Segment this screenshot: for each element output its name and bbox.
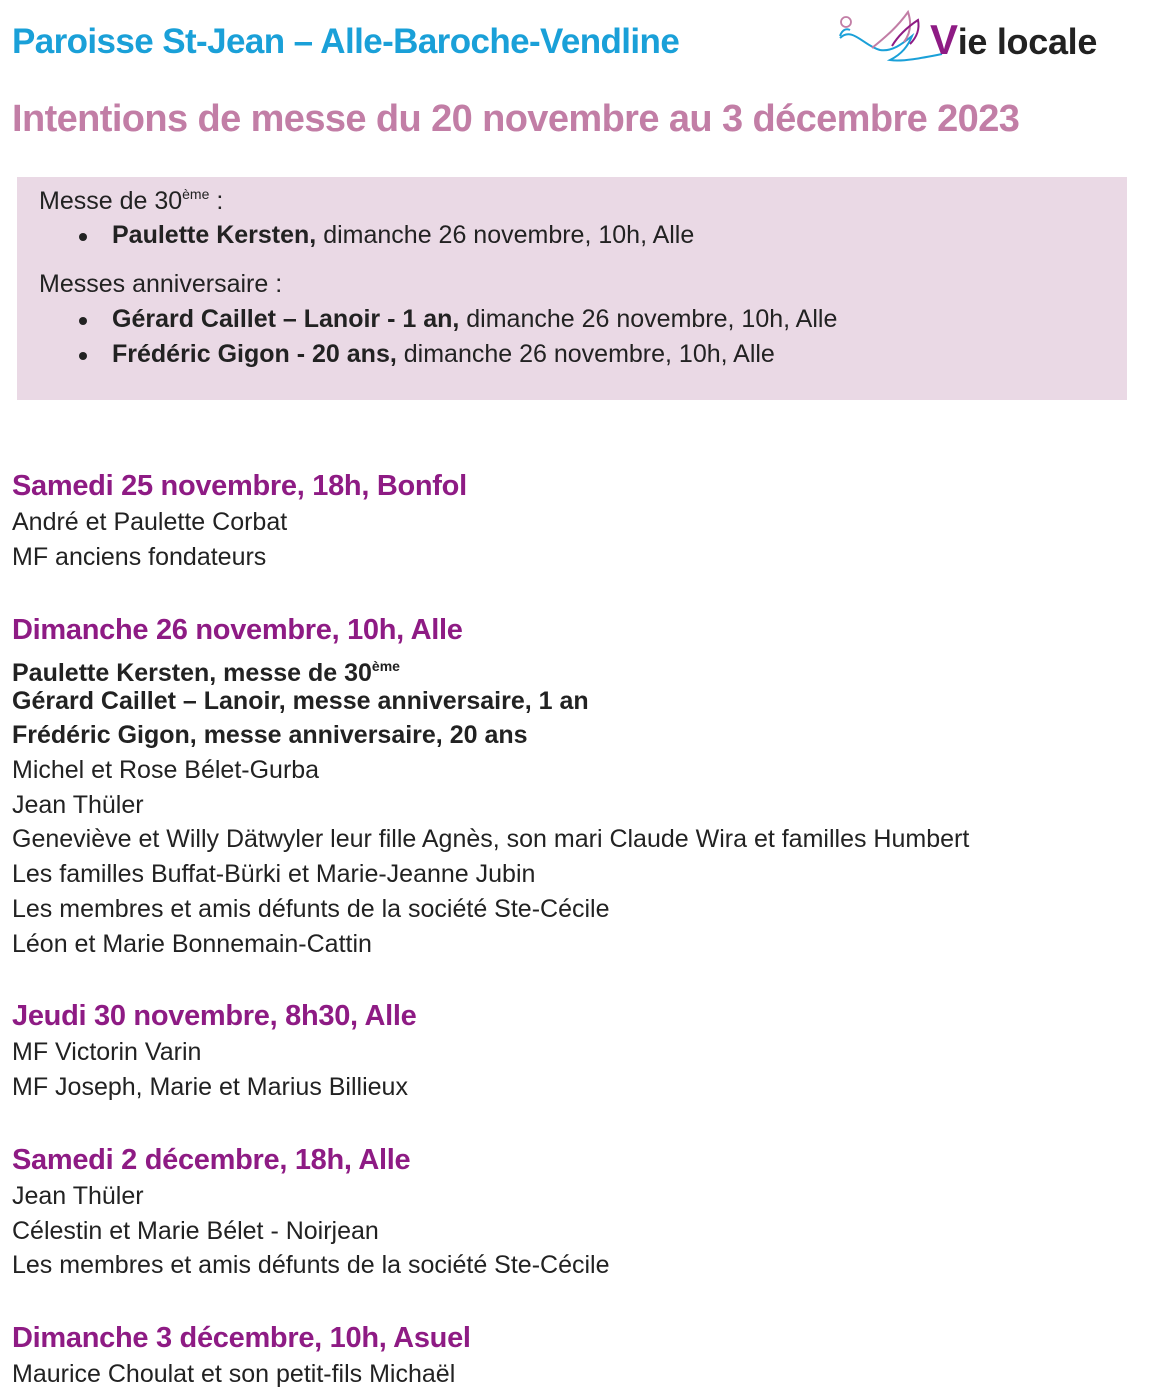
intention-line: Michel et Rose Bélet-Gurba bbox=[12, 756, 320, 785]
anniversary-item-name: Gérard Caillet – Lanoir - 1 an, bbox=[112, 305, 460, 333]
mass-heading: Samedi 2 décembre, 18h, Alle bbox=[12, 1144, 411, 1176]
mass-block bbox=[12, 611, 1142, 961]
intention-line: Geneviève et Willy Dätwyler leur fille Agnès, son mari Claude Wira et familles Humbert bbox=[12, 825, 970, 854]
mass-block bbox=[12, 1319, 1142, 1392]
anniversary-item-detail: dimanche 26 novembre, 10h, Alle bbox=[459, 305, 838, 333]
intention-line: Léon et Marie Bonnemain-Cattin bbox=[12, 929, 372, 958]
intention-line: Les familles Buffat-Bürki et Marie-Jeanne Jubin bbox=[12, 860, 536, 889]
anniversary-item bbox=[112, 305, 837, 334]
anniversary-item-name: Frédéric Gigon - 20 ans, bbox=[112, 340, 397, 368]
thirtieth-label-text: Messe de 30 bbox=[39, 187, 183, 215]
section-initial: V bbox=[930, 16, 958, 63]
intention-line: MF anciens fondateurs bbox=[12, 542, 267, 571]
intention-line: Jean Thüler bbox=[12, 790, 144, 819]
mass-block bbox=[12, 997, 1142, 1104]
intention-line: MF Joseph, Marie et Marius Billieux bbox=[12, 1072, 408, 1101]
page-title: Intentions de messe du 20 novembre au 3 décembre 2023 bbox=[12, 98, 1020, 140]
anniversary-item bbox=[112, 340, 775, 369]
section-label bbox=[930, 16, 1097, 64]
intention-line-bold: Gérard Caillet – Lanoir, messe anniversaire, 1 an bbox=[12, 686, 589, 715]
anniversary-label: Messes anniversaire : bbox=[39, 270, 283, 298]
mass-heading: Jeudi 30 novembre, 8h30, Alle bbox=[12, 1000, 417, 1032]
mass-heading: Samedi 25 novembre, 18h, Bonfol bbox=[12, 470, 467, 502]
parish-name: Paroisse St-Jean – Alle-Baroche-Vendline bbox=[12, 22, 680, 61]
mass-heading: Dimanche 26 novembre, 10h, Alle bbox=[12, 614, 463, 646]
thirtieth-label bbox=[39, 186, 223, 216]
intention-text: Paulette Kersten, messe de 30 bbox=[12, 659, 372, 687]
thirtieth-item-name: Paulette Kersten, bbox=[112, 221, 317, 249]
section-rest: ie locale bbox=[957, 21, 1098, 62]
intention-line: Les membres et amis défunts de la société Ste-Cécile bbox=[12, 894, 610, 923]
intention-line: Jean Thüler bbox=[12, 1182, 144, 1210]
mass-block bbox=[12, 467, 1142, 574]
intention-line: André et Paulette Corbat bbox=[12, 508, 288, 536]
intention-line-bold bbox=[12, 649, 1142, 687]
page-header bbox=[12, 18, 1142, 68]
intention-sup: ème bbox=[371, 658, 400, 674]
dove-logo-icon bbox=[832, 6, 944, 68]
thirtieth-item-detail: dimanche 26 novembre, 10h, Alle bbox=[316, 221, 695, 249]
intention-line-bold: Frédéric Gigon, messe anniversaire, 20 ans bbox=[12, 721, 528, 750]
intention-line: Maurice Choulat et son petit-fils Michaël bbox=[12, 1360, 456, 1388]
thirtieth-label-sup: ème bbox=[182, 186, 210, 202]
mass-heading: Dimanche 3 décembre, 10h, Asuel bbox=[12, 1322, 471, 1354]
thirtieth-item bbox=[112, 221, 694, 250]
mass-block bbox=[12, 1141, 1142, 1283]
bullet-icon bbox=[79, 352, 87, 360]
intention-line: Célestin et Marie Bélet - Noirjean bbox=[12, 1216, 379, 1245]
special-masses-box bbox=[17, 177, 1127, 400]
anniversary-item-detail: dimanche 26 novembre, 10h, Alle bbox=[396, 340, 775, 368]
intention-line: MF Victorin Varin bbox=[12, 1038, 202, 1066]
thirtieth-label-colon: : bbox=[209, 187, 224, 215]
bullet-icon bbox=[79, 233, 87, 241]
intention-line: Les membres et amis défunts de la société Ste-Cécile bbox=[12, 1251, 610, 1280]
bullet-icon bbox=[79, 317, 87, 325]
